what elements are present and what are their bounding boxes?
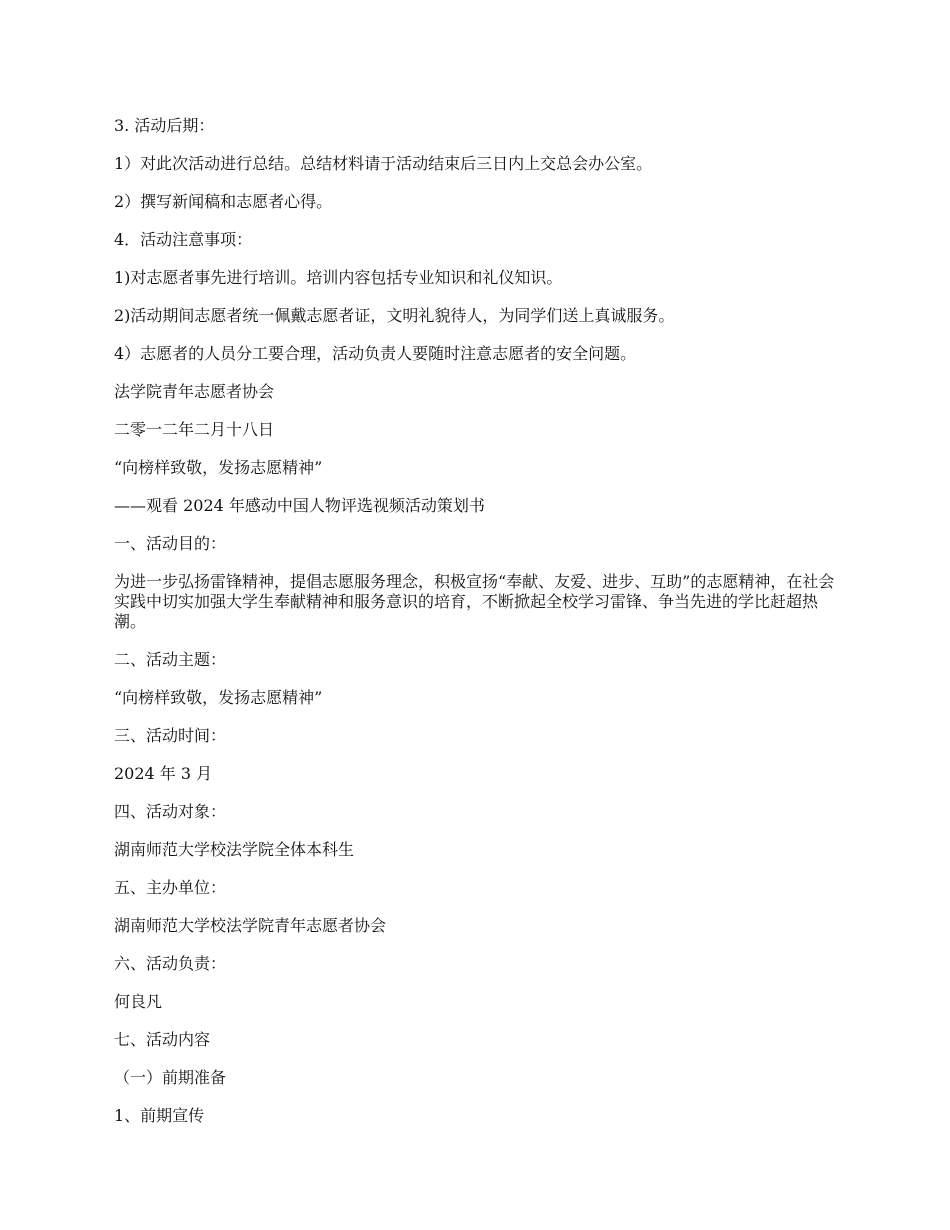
list-item: 2)活动期间志愿者统一佩戴志愿者证，文明礼貌待人，为同学们送上真诚服务。 [114, 306, 675, 325]
section-heading-audience: 四、活动对象： [114, 802, 227, 821]
time-text: 2024 年 3 月 [114, 764, 213, 783]
signature-organization: 法学院青年志愿者协会 [114, 382, 275, 401]
section-heading-notes: 4．活动注意事项： [114, 230, 253, 249]
list-item: 1)对志愿者事先进行培训。培训内容包括专业知识和礼仪知识。 [114, 268, 563, 287]
subsection-item-publicity: 1、前期宣传 [114, 1106, 205, 1125]
theme-text: “向榜样致敬，发扬志愿精神” [114, 688, 323, 707]
signature-date: 二零一二年二月十八日 [114, 420, 275, 439]
section-heading-lead: 六、活动负责： [114, 954, 227, 973]
organizer-text: 湖南师范大学校法学院青年志愿者协会 [114, 916, 387, 935]
document-body [114, 116, 836, 1144]
section-heading-post-activity: 3. 活动后期： [114, 116, 215, 135]
section-heading-purpose: 一、活动目的： [114, 534, 227, 553]
list-item: 2）撰写新闻稿和志愿者心得。 [114, 192, 333, 211]
list-item: 1）对此次活动进行总结。总结材料请于活动结束后三日内上交总会办公室。 [114, 154, 653, 173]
lead-name: 何良凡 [114, 992, 163, 1011]
purpose-text: 为进一步弘扬雷锋精神，提倡志愿服务理念，积极宣扬“奉献、友爱、进步、互助”的志愿精神，在社会实践中切实加强大学生奉献精神和服务意识的培育，不断掀起全校学习雷锋、争当先进的学比赶超热潮。 [114, 572, 835, 631]
section-heading-content: 七、活动内容 [114, 1030, 211, 1049]
section-heading-time: 三、活动时间： [114, 726, 227, 745]
plan-subtitle: ——观看 2024 年感动中国人物评选视频活动策划书 [114, 496, 485, 515]
list-item: 4）志愿者的人员分工要合理，活动负责人要随时注意志愿者的安全问题。 [114, 344, 637, 363]
audience-text: 湖南师范大学校法学院全体本科生 [114, 840, 355, 859]
section-heading-theme: 二、活动主题： [114, 650, 227, 669]
subsection-heading-preparation: （一）前期准备 [114, 1068, 227, 1087]
plan-title: “向榜样致敬，发扬志愿精神” [114, 458, 323, 477]
section-heading-organizer: 五、主办单位： [114, 878, 227, 897]
